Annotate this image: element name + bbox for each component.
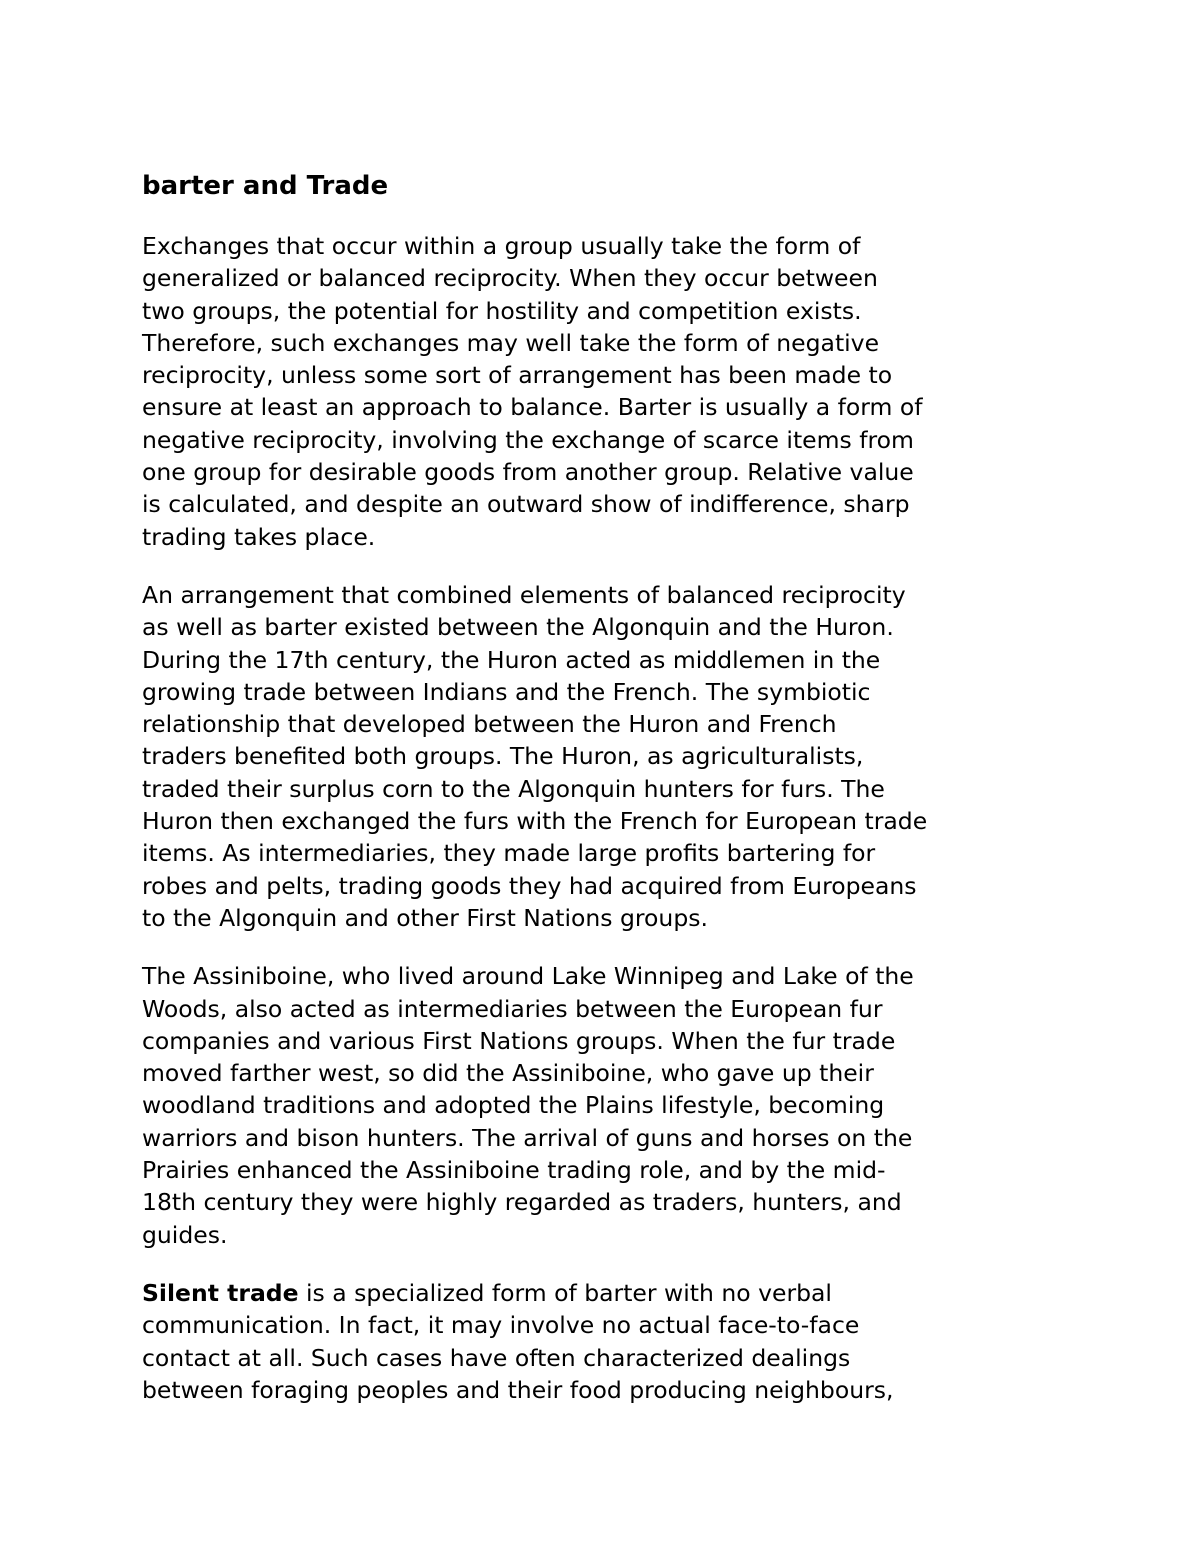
text-line: trading takes place. (142, 522, 376, 551)
text-line: woodland traditions and adopted the Plains lifestyle, becoming (142, 1091, 885, 1120)
text-line: traded their surplus corn to the Algonquin hunters for furs. The (142, 774, 885, 803)
text-line (142, 1277, 1067, 1309)
text-line: Huron then exchanged the furs with the French for European trade (142, 807, 928, 836)
text-line: traders benefited both groups. The Huron, as agriculturalists, (142, 742, 864, 771)
text-line: ensure at least an approach to balance. Barter is usually a form of (142, 393, 923, 422)
text-line: is calculated, and despite an outward show of indifference, sharp (142, 490, 910, 519)
text-line: generalized or balanced reciprocity. When they occur between (142, 264, 878, 293)
text-line: Woods, also acted as intermediaries between the European fur (142, 994, 883, 1023)
text-line: negative reciprocity, involving the exchange of scarce items from (142, 425, 914, 454)
text-line: one group for desirable goods from another group. Relative value (142, 458, 914, 487)
text-line: relationship that developed between the Huron and French (142, 710, 837, 739)
paragraph-assiniboine (142, 960, 1067, 1251)
document-heading: barter and Trade (142, 171, 389, 201)
text-line: guides. (142, 1220, 228, 1249)
text-line: growing trade between Indians and the French. The symbiotic (142, 677, 871, 706)
paragraph-barter (142, 230, 1067, 553)
text-line: robes and pelts, trading goods they had acquired from Europeans (142, 871, 917, 900)
text-line: companies and various First Nations groups. When the fur trade (142, 1026, 896, 1055)
text-line: items. As intermediaries, they made large profits bartering for (142, 839, 876, 868)
text-line: 18th century they were highly regarded as traders, hunters, and (142, 1188, 902, 1217)
text-line: two groups, the potential for hostility and competition exists. (142, 296, 862, 325)
text-line: warriors and bison hunters. The arrival of guns and horses on the (142, 1123, 913, 1152)
text-line: Exchanges that occur within a group usually take the form of (142, 232, 861, 260)
text-line: communication. In fact, it may involve no actual face-to-face (142, 1311, 860, 1340)
document-page (142, 168, 1067, 1432)
silent-trade-first-line: is a specialized form of barter with no verbal (298, 1278, 832, 1307)
text-line: An arrangement that combined elements of balanced reciprocity (142, 580, 906, 609)
text-line: contact at all. Such cases have often characterized dealings (142, 1343, 851, 1372)
text-line: between foraging peoples and their food producing neighbours, (142, 1375, 894, 1404)
text-line: reciprocity, unless some sort of arrangement has been made to (142, 361, 893, 390)
text-line: Prairies enhanced the Assiniboine trading role, and by the mid- (142, 1156, 886, 1185)
text-line: as well as barter existed between the Algonquin and the Huron. (142, 613, 894, 642)
paragraph-huron (142, 579, 1067, 934)
text-line: to the Algonquin and other First Nations groups. (142, 903, 708, 932)
text-line: Therefore, such exchanges may well take the form of negative (142, 328, 880, 357)
text-line: The Assiniboine, who lived around Lake Winnipeg and Lake of the (142, 962, 914, 991)
text-line: During the 17th century, the Huron acted as middlemen in the (142, 645, 881, 674)
text-line: moved farther west, so did the Assiniboine, who gave up their (142, 1059, 874, 1088)
silent-trade-term: Silent trade (142, 1278, 299, 1307)
paragraph-silent-trade (142, 1277, 1067, 1406)
